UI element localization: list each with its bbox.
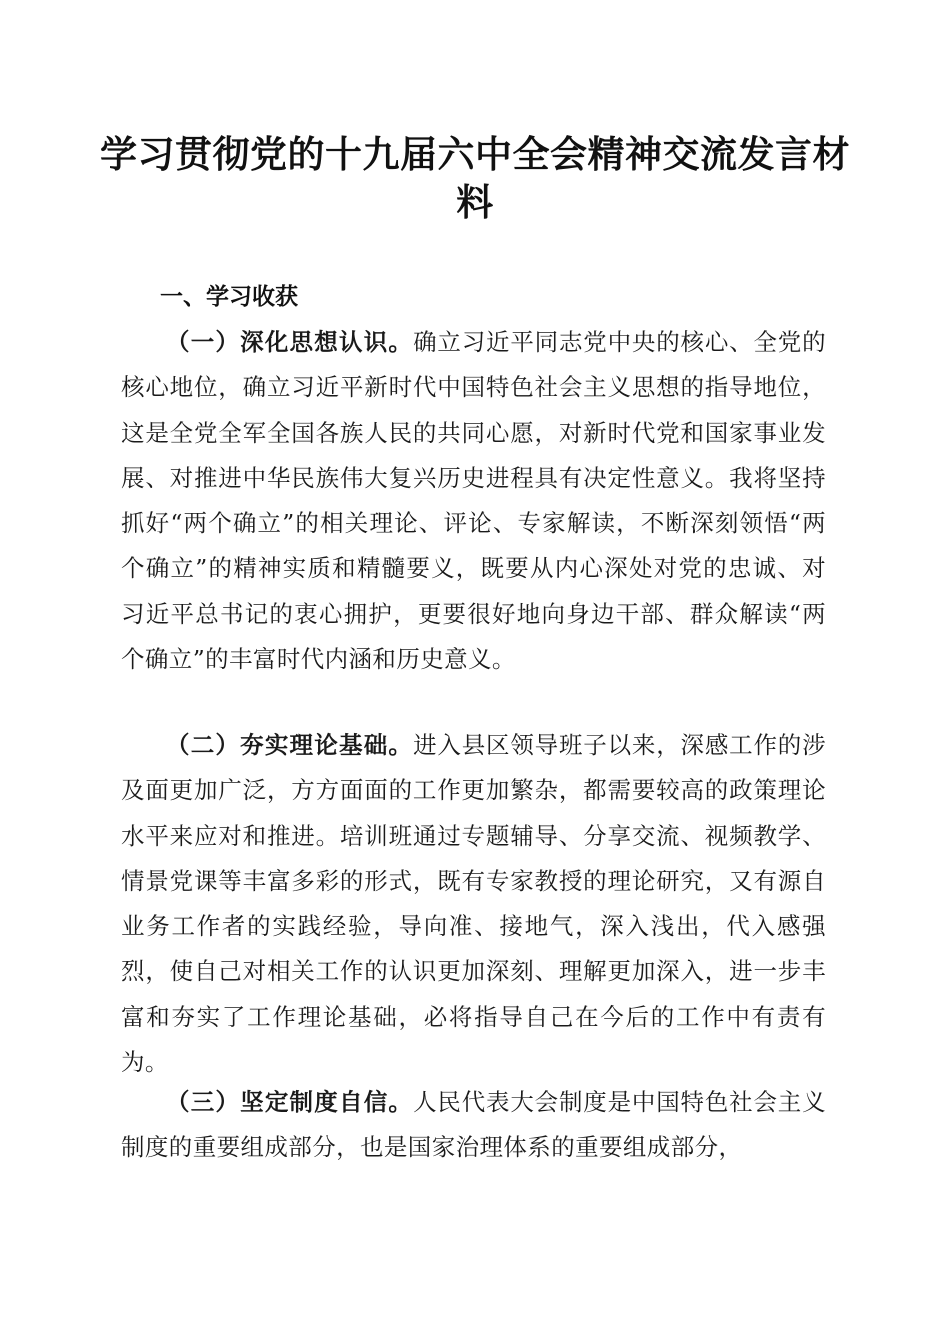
paragraph-lead: （一）深化思想认识。 <box>166 328 414 356</box>
paragraph-lead: （二）夯实理论基础。 <box>166 731 414 759</box>
paragraph-body: 人民代表大会制度是中国特色社会主义制度的重要组成部分，也是国家治理体系的重要组成部分， <box>121 1088 827 1162</box>
paragraph-system-confidence <box>121 1080 826 1171</box>
paragraph-body: 确立习近平同志党中央的核心、全党的核心地位，确立习近平新时代中国特色社会主义思想的指导地位，这是全党全军全国各族人民的共同心愿，对新时代党和国家事业发展、对推进中华民族伟大复兴历史进程具有决定性意义。我将坚持抓好“两个确立”的相关理论、评论、专家解读，不断深刻领悟“两个确立”的精神实质和精髓要义，既要从内心深处对党的忠诚、对习近平总书记的衷心拥护，更要很好地向身边干部、群众解读“两个确立”的丰富时代内涵和历史意义。 <box>121 328 827 674</box>
paragraph-body: 进入县区领导班子以来，深感工作的涉及面更加广泛，方方面面的工作更加繁杂，都需要较高的政策理论水平来应对和推进。培训班通过专题辅导、分享交流、视频教学、情景党课等丰富多彩的形式，既有专家教授的理论研究，又有源自业务工作者的实践经验，导向准、接地气，深入浅出，代入感强烈，使自己对相关工作的认识更加深刻、理解更加深入，进一步丰富和夯实了工作理论基础，必将指导自己在今后的工作中有责有为。 <box>121 731 827 1077</box>
section-heading: 一、学习收获 <box>160 284 298 310</box>
document-title: 学习贯彻党的十九届六中全会精神交流发言材料 <box>100 132 850 224</box>
paragraph-theory-foundation <box>121 723 826 1085</box>
paragraph-deepen-understanding <box>121 320 826 682</box>
paragraph-lead: （三）坚定制度自信。 <box>166 1088 414 1116</box>
